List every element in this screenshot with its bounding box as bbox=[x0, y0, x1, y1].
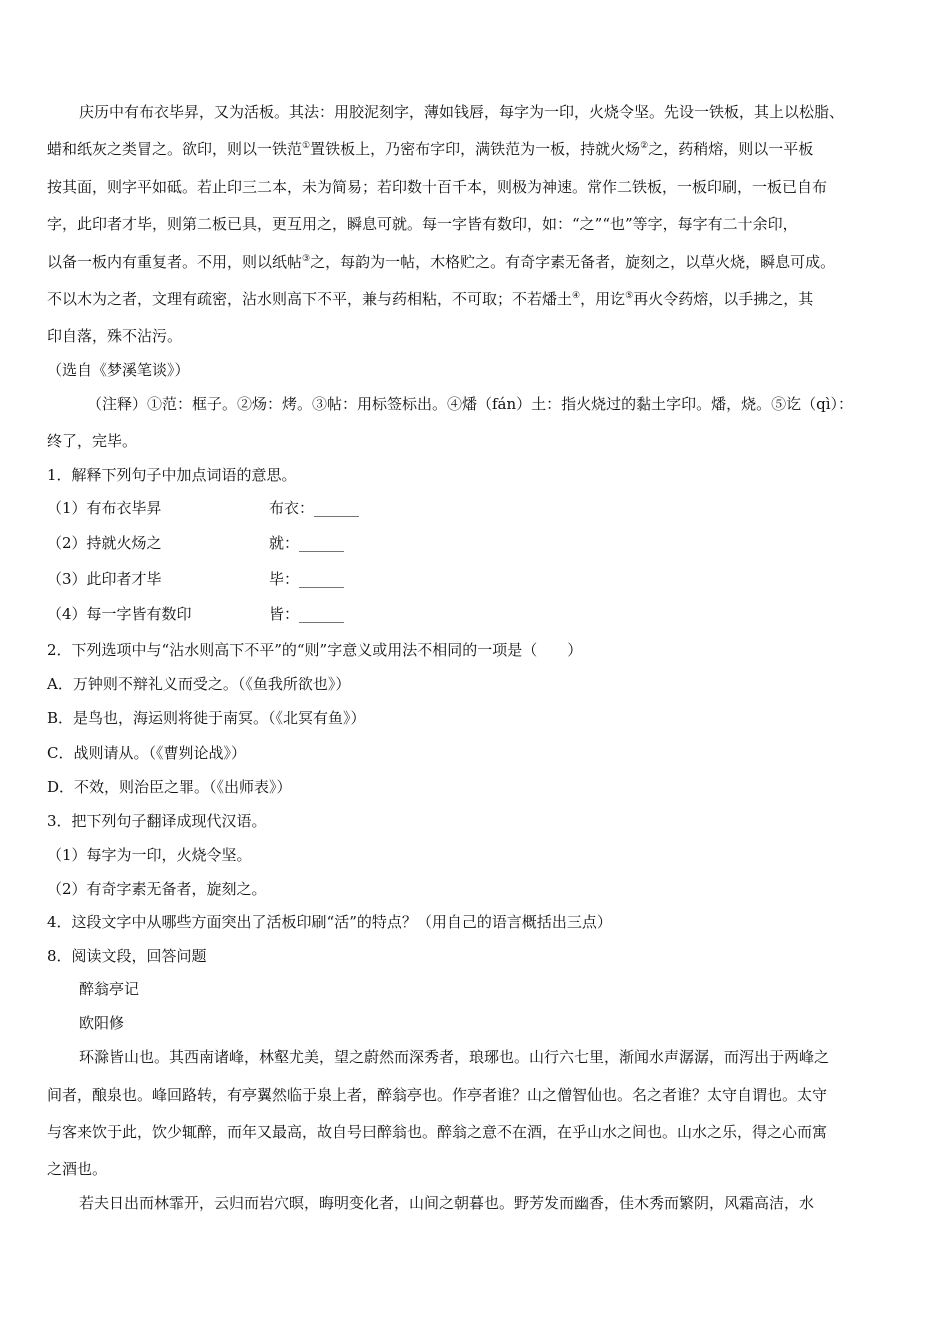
answer-blank[interactable]: ______ bbox=[299, 534, 345, 552]
passage-notes: （注释）①范：框子。②炀：烤。③帖：用标签标出。④燔（fán）土：指火烧过的黏土字印。燔，烧。⑤讫（qì）： bbox=[87, 395, 854, 413]
essay-author: 欧阳修 bbox=[79, 1014, 125, 1032]
question-1-stem: 1．解释下列句子中加点词语的意思。 bbox=[47, 466, 297, 484]
passage-notes: 终了，完毕。 bbox=[47, 432, 138, 450]
question-3-item: （1）每字为一印，火烧令坚。 bbox=[47, 846, 252, 864]
note-mark: ⑤ bbox=[625, 291, 634, 301]
question-2-stem: 2．下列选项中与“沾水则高下不平”的“则”字意义或用法不相同的一项是（ ） bbox=[47, 641, 583, 659]
question-3-stem: 3．把下列句子翻译成现代汉语。 bbox=[47, 812, 267, 830]
question-1-item: （3）此印者才毕 毕：______ bbox=[47, 570, 345, 588]
passage-line: 以备一板内有重复者。不用，则以纸帖③之，每韵为一帖，木格贮之。有奇字素无备者，旋刻之，以草火烧，瞬息可成。 bbox=[47, 253, 836, 271]
question-2-option-c[interactable]: C．战则请从。（《曹刿论战》） bbox=[47, 744, 246, 762]
question-1-item: （2）持就火炀之 就：______ bbox=[47, 534, 345, 552]
passage-line: 印自落，殊不沾污。 bbox=[47, 327, 183, 345]
passage-line: 不以木为之者，文理有疏密，沾水则高下不平，兼与药相粘，不可取；不若燔土④，用讫⑤再火令药熔，以手拂之，其 bbox=[47, 290, 814, 308]
note-mark: ② bbox=[640, 141, 649, 151]
essay-line: 若夫日出而林霏开，云归而岩穴暝，晦明变化者，山间之朝暮也。野芳发而幽香，佳木秀而繁阴，风霜高洁，水 bbox=[79, 1194, 815, 1212]
question-2-option-b[interactable]: B．是鸟也，海运则将徙于南冥。（《北冥有鱼》） bbox=[47, 709, 366, 727]
answer-blank[interactable]: ______ bbox=[299, 570, 345, 588]
passage-line: 按其面，则字平如砥。若止印三二本，未为简易；若印数十百千本，则极为神速。常作二铁板，一板印刷，一板已自布 bbox=[47, 178, 828, 196]
essay-line: 之酒也。 bbox=[47, 1160, 108, 1178]
essay-title: 醉翁亭记 bbox=[79, 980, 140, 998]
passage-line: 蜡和纸灰之类冒之。欲印，则以一铁范①置铁板上，乃密布字印，满铁范为一板，持就火炀②之，药稍熔，则以一平板 bbox=[47, 140, 814, 158]
passage-line: 字，此印者才毕，则第二板已具，更互用之，瞬息可就。每一字皆有数印，如：“之”“也”等字，每字有二十余印， bbox=[47, 215, 798, 233]
passage-source: （选自《梦溪笔谈》） bbox=[47, 361, 190, 379]
question-1-item: （1）有布衣毕昇 布衣：______ bbox=[47, 499, 360, 517]
essay-line: 环滁皆山也。其西南诸峰，林壑尤美，望之蔚然而深秀者，琅琊也。山行六七里，渐闻水声潺潺，而泻出于两峰之 bbox=[79, 1048, 830, 1066]
question-3-item: （2）有奇字素无备者，旋刻之。 bbox=[47, 880, 267, 898]
answer-blank[interactable]: ______ bbox=[299, 605, 345, 623]
essay-line: 间者，酿泉也。峰回路转，有亭翼然临于泉上者，醉翁亭也。作亭者谁？山之僧智仙也。名之者谁？太守自谓也。太守 bbox=[47, 1086, 828, 1104]
question-4-stem: 4．这段文字中从哪些方面突出了活板印刷“活”的特点？（用自己的语言概括出三点） bbox=[47, 913, 612, 931]
answer-blank[interactable]: ______ bbox=[314, 499, 360, 517]
note-mark: ④ bbox=[572, 291, 581, 301]
note-mark: ① bbox=[302, 141, 311, 151]
section-8-stem: 8．阅读文段，回答问题 bbox=[47, 947, 207, 965]
question-2-option-d[interactable]: D．不效，则治臣之罪。（《出师表》） bbox=[47, 778, 292, 796]
passage-line: 庆历中有布衣毕昇，又为活板。其法：用胶泥刻字，薄如钱唇，每字为一印，火烧令坚。先设一铁板，其上以松脂、 bbox=[79, 103, 845, 121]
note-mark: ③ bbox=[302, 254, 311, 264]
question-1-item: （4）每一字皆有数印 皆：______ bbox=[47, 605, 345, 623]
essay-line: 与客来饮于此，饮少辄醉，而年又最高，故自号曰醉翁也。醉翁之意不在酒，在乎山水之间也。山水之乐，得之心而寓 bbox=[47, 1123, 828, 1141]
question-2-option-a[interactable]: A．万钟则不辩礼义而受之。（《鱼我所欲也》） bbox=[47, 675, 351, 693]
